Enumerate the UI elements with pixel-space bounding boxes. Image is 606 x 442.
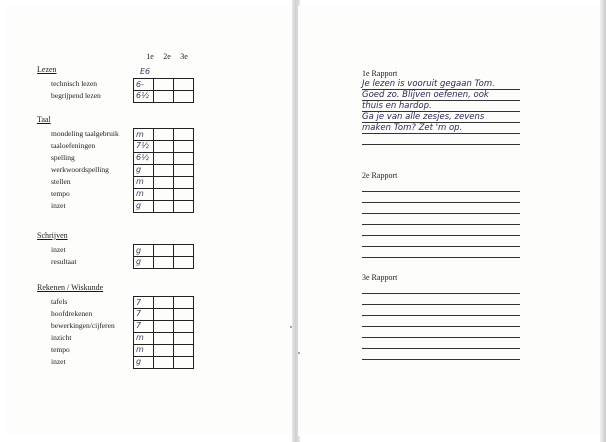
grade-cell: g xyxy=(133,200,154,213)
grade-cell xyxy=(173,256,194,269)
rapport-title: 3e Rapport xyxy=(362,273,398,282)
grade-row xyxy=(37,67,151,90)
ruled-line xyxy=(362,327,520,338)
ruled-line xyxy=(362,79,520,90)
grade-row xyxy=(37,344,144,356)
ruled-line xyxy=(362,90,520,101)
grade-row xyxy=(37,332,144,344)
row-label: stellen xyxy=(51,177,71,186)
rapport-2 xyxy=(362,170,520,258)
section-title: Lezen xyxy=(37,65,57,74)
ruled-line xyxy=(362,181,520,192)
grade-cell xyxy=(153,90,174,103)
grade-cell: 6½ xyxy=(133,152,154,165)
grade-row xyxy=(37,140,149,152)
row-label: hoofdrekenen xyxy=(51,309,93,318)
grade-row xyxy=(37,152,149,164)
ruled-line xyxy=(362,112,520,123)
row-label: inzet xyxy=(51,201,66,210)
ruled-line xyxy=(362,203,520,214)
grade-cell: g xyxy=(133,244,154,257)
grade-cell: 7 xyxy=(133,320,154,333)
grade-row xyxy=(37,356,142,368)
page-edge xyxy=(600,0,606,442)
column-header-2e: 2e xyxy=(163,52,171,61)
section-rekenen-wiskunde xyxy=(37,282,144,368)
ruled-line xyxy=(362,247,520,258)
ruled-line xyxy=(362,214,520,225)
grade-cell: m xyxy=(133,128,154,141)
section-title: Schrijven xyxy=(37,231,68,240)
row-label: werkwoordspelling xyxy=(51,165,109,174)
ruled-line xyxy=(362,123,520,134)
rapport-1 xyxy=(362,68,520,145)
grade-cell: 7 xyxy=(133,296,154,309)
grade-cell: m xyxy=(133,188,154,201)
row-label: inzet xyxy=(51,357,66,366)
grade-row xyxy=(37,176,144,188)
row-label: mondeling taalgebruik xyxy=(51,129,119,138)
grade-cell xyxy=(153,256,174,269)
handwritten-comment: Je lezen is vooruit gegaan Tom. xyxy=(362,79,495,89)
section-taal xyxy=(37,114,149,212)
grade-row xyxy=(37,256,142,268)
ruled-line xyxy=(362,236,520,247)
grade-cell: g xyxy=(133,356,154,369)
grade-cell xyxy=(153,200,174,213)
row-label: inzicht xyxy=(51,333,72,342)
row-label: inzet xyxy=(51,245,66,254)
grade-row xyxy=(37,244,142,256)
handwritten-comment: maken Tom? Zet 'm op. xyxy=(362,123,463,133)
grade-row xyxy=(37,200,142,212)
handwritten-comment: Ga je van alle zesjes, zevens xyxy=(362,112,485,122)
rapport-3 xyxy=(362,272,520,360)
row-label: resultaat xyxy=(51,257,77,266)
handwritten-comment: Goed zo. Blijven oefenen, ook xyxy=(362,90,489,100)
row-label: technisch lezen xyxy=(51,79,98,88)
ruled-line xyxy=(362,283,520,294)
ruled-line xyxy=(362,349,520,360)
grade-cell: m xyxy=(133,332,154,345)
grade-row xyxy=(37,308,142,320)
ruled-line xyxy=(362,192,520,203)
grade-row xyxy=(37,90,149,102)
row-label: taaloefeningen xyxy=(51,141,96,150)
grade-row xyxy=(37,164,142,176)
grade-row xyxy=(37,320,142,332)
ruled-line xyxy=(362,101,520,112)
ruled-line xyxy=(362,316,520,327)
grade-cell: g xyxy=(133,164,154,177)
section-title: Rekenen / Wiskunde xyxy=(37,283,104,292)
grade-cell xyxy=(173,90,194,103)
ruled-line xyxy=(362,134,520,145)
row-label: tempo xyxy=(51,189,70,198)
rapport-title: 1e Rapport xyxy=(362,69,398,78)
grade-cell: g xyxy=(133,256,154,269)
section-schrijven xyxy=(37,230,142,268)
grade-cell: 6½ xyxy=(133,90,154,103)
ruled-line xyxy=(362,225,520,236)
handwritten-comment: thuis en hardop. xyxy=(362,101,432,111)
row-label: begrijpend lezen xyxy=(51,91,101,100)
grade-cell: 7½ xyxy=(133,140,154,153)
grade-row xyxy=(37,188,144,200)
row-label: spelling xyxy=(51,153,75,162)
grade-cell: m xyxy=(133,344,154,357)
grade-cell: 6- xyxy=(133,78,154,91)
section-title: Taal xyxy=(37,115,51,124)
page-mark xyxy=(298,352,300,354)
row-label: tempo xyxy=(51,345,70,354)
ruled-line xyxy=(362,294,520,305)
rapport-title: 2e Rapport xyxy=(362,171,398,180)
grade-cell xyxy=(173,356,194,369)
grade-cell: 7 xyxy=(133,308,154,321)
column-header-1e: 1e xyxy=(146,52,154,61)
grade-cell: m xyxy=(133,176,154,189)
grade-cell xyxy=(173,200,194,213)
grade-cell xyxy=(153,356,174,369)
handwritten-note: E6 xyxy=(140,67,151,76)
ruled-line xyxy=(362,338,520,349)
grade-row xyxy=(37,296,142,308)
grade-row xyxy=(37,128,144,140)
row-label: bewerkingen/cijferen xyxy=(51,321,115,330)
column-header-3e: 3e xyxy=(180,52,188,61)
ruled-line xyxy=(362,305,520,316)
row-label: tafels xyxy=(51,297,68,306)
section-lezen xyxy=(37,64,151,102)
